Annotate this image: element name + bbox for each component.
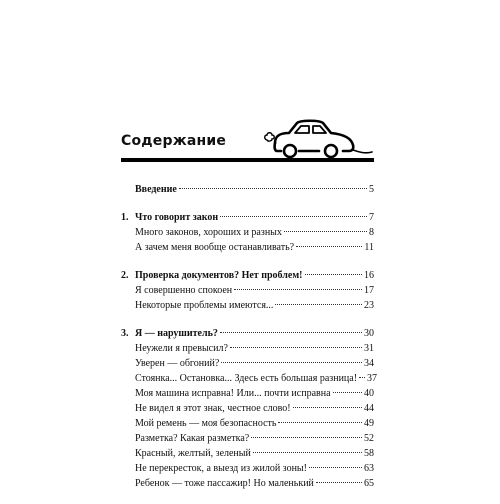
toc-subentry[interactable] (121, 416, 374, 431)
toc-entry-label: Не перекресток, а выезд из жилой зоны! (135, 463, 307, 474)
dot-leader (333, 392, 362, 393)
dot-leader (251, 437, 362, 438)
toc-entry-page: 8 (369, 227, 374, 238)
chapter-number: 2. (121, 270, 129, 281)
toc-subentry[interactable] (121, 341, 374, 356)
toc-entry-page: 30 (364, 328, 374, 339)
dot-leader (278, 422, 362, 423)
toc-subentry[interactable] (121, 283, 374, 298)
dot-leader (309, 467, 362, 468)
toc-entry-label: Стоянка... Остановка... Здесь есть большая разница! (135, 373, 358, 384)
dot-leader (305, 274, 363, 275)
toc-entry-page: 49 (364, 418, 374, 429)
toc-entry-page: 23 (364, 300, 374, 311)
toc-section-2 (121, 268, 374, 313)
header-rule (121, 158, 374, 162)
dot-leader (230, 347, 362, 348)
toc-entry[interactable] (121, 326, 374, 341)
dot-leader (179, 188, 367, 189)
chapter-number: 3. (121, 328, 129, 339)
toc-entry-label: Красный, желтый, зеленый (135, 448, 251, 459)
toc-entry-label: Много законов, хороших и разных (135, 227, 282, 238)
dot-leader (359, 377, 365, 378)
toc-subentry[interactable] (121, 431, 374, 446)
toc-entry-label: Разметка? Какая разметка? (135, 433, 250, 444)
toc-subentry[interactable] (121, 371, 378, 386)
dot-leader (253, 452, 362, 453)
toc-entry-page: 11 (364, 242, 374, 253)
page-title: Содержание (121, 133, 227, 149)
toc-entry-page: 44 (364, 403, 374, 414)
toc-subentry[interactable] (121, 356, 374, 371)
toc-entry-page: 5 (369, 184, 374, 195)
toc-subentry[interactable] (121, 461, 374, 476)
dot-leader (220, 216, 367, 217)
toc-entry-page: 37 (367, 373, 378, 384)
toc-entry[interactable] (121, 268, 374, 283)
toc-subentry[interactable] (121, 298, 374, 313)
dot-leader (316, 482, 362, 483)
toc-subentry[interactable] (121, 225, 374, 240)
toc-entry-label: Некоторые проблемы имеются... (135, 300, 274, 311)
toc-entry-page: 17 (364, 285, 374, 296)
toc-entry-page: 31 (364, 343, 374, 354)
toc-entry-label: Я — нарушитель? (135, 328, 218, 339)
toc-subentry[interactable] (121, 401, 374, 416)
toc-entry-label: Введение (135, 184, 177, 195)
toc-entry-page: 52 (364, 433, 374, 444)
dot-leader (220, 332, 362, 333)
toc-section-1 (121, 210, 374, 255)
dot-leader (275, 304, 362, 305)
toc-entry-label: Ребенок — тоже пассажир! Но маленький (135, 478, 314, 489)
toc-subentry[interactable] (121, 446, 374, 461)
toc-entry[interactable] (121, 182, 374, 197)
toc-section-intro (121, 182, 374, 197)
toc-entry-page: 16 (364, 270, 374, 281)
toc-entry-label: Уверен — обгоний? (135, 358, 220, 369)
dot-leader (293, 407, 362, 408)
chapter-number: 1. (121, 212, 129, 223)
toc-section-3 (121, 326, 378, 491)
toc-entry-page: 65 (364, 478, 374, 489)
toc-entry-label: Что говорит закон (135, 212, 219, 223)
car-icon (259, 118, 374, 160)
dot-leader (284, 231, 367, 232)
toc-entry-page: 58 (364, 448, 374, 459)
toc-entry-page: 7 (369, 212, 374, 223)
toc-subentry[interactable] (121, 476, 374, 491)
toc-subentry[interactable] (121, 240, 374, 255)
toc-entry-label: Не видел я этот знак, честное слово! (135, 403, 291, 414)
toc-entry-label: А зачем меня вообще останавливать? (135, 242, 295, 253)
toc-entry-page: 40 (364, 388, 374, 399)
toc-entry-label: Моя машина исправна! Или... почти исправна (135, 388, 331, 399)
table-of-contents (121, 182, 378, 504)
toc-entry-label: Я совершенно спокоен (135, 285, 233, 296)
dot-leader (296, 246, 362, 247)
toc-entry[interactable] (121, 210, 374, 225)
toc-entry-label: Неужели я превысил? (135, 343, 228, 354)
toc-entry-label: Мой ремень — моя безопасность (135, 418, 277, 429)
toc-entry-label: Проверка документов? Нет проблем! (135, 270, 303, 281)
toc-entry-page: 34 (364, 358, 374, 369)
dot-leader (221, 362, 362, 363)
dot-leader (234, 289, 362, 290)
toc-subentry[interactable] (121, 386, 374, 401)
toc-entry-page: 63 (364, 463, 374, 474)
